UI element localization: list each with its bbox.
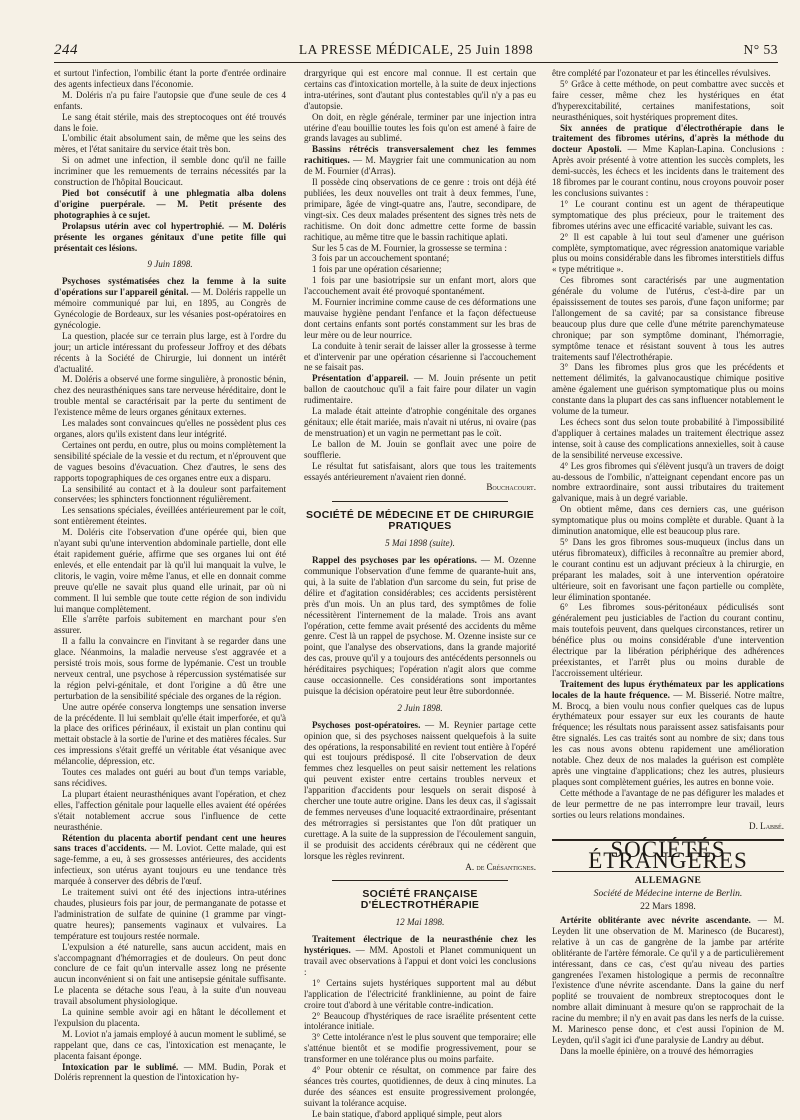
paragraph: La plupart étaient neurasthéniques avant l'opération, et chez elles, l'affection génitale pour laquelle elles avaient été opérées s'était notablement accrue sous l'influence de cette neurasthénie. (54, 788, 286, 832)
paragraph: La sensibilité au contact et à la douleur sont parfaitement conservées; les sphincters fonctionnent régulièrement. (54, 483, 286, 505)
article-heading: Psychoses post-opératoires. — M. Reynier partage cette opinion que, si des psychoses naissent quelquefois à la suite des opérations, la responsabilité en revient tout entière à l'opéré qui est toujours prédisposé. Il cite l'observation de deux femmes chez lesquelles on peut saisir nettement les relations qui peuvent exister entre certains troubles nerveux et l'apparition d'accidents pour lesquels on serait disposé à chercher une toute autre origine. Dans les deux cas, il s'agissait de femmes nerveuses d'une loquacité extraordinaire, présentant des métrorragies si persistantes que l'on dût pratiquer un curettage. A la suite de la suppression de l'écoulement sanguin, il se produisit des accidents cérébraux qui ne cédèrent que lorsque les règles revinrent. (304, 719, 536, 861)
paragraph: L'ombilic était absolument sain, de même que les seins des mères, et l'état sanitaire du service était très bon. (54, 133, 286, 155)
article-heading-bold: Prolapsus utérin avec col hypertrophié. (62, 220, 225, 231)
article-heading: Rappel des psychoses par les opérations. — M. Ozenne communique l'observation d'une femme de quarante-huit ans, qui, à la suite de l'ablation d'un sarcome du sein, fut prise de délire et d'agitation considérables; ces accidents persistèrent près d'un mois. Un an plus tard, des symptômes de folie nécessitèrent l'internement de la malade. Trois ans avant l'opération, cette femme avait présenté des accidents du même genre. C'est là un rappel de psychose. M. Ozenne insiste sur ce point, que l'analyse des observations, dans la grande majorité des cas, prouve qu'il y a toujours des antécédents personnels ou héréditaires psychiques; l'opération n'agit alors que comme cause occasionnelle. Ces considérations sont importantes puisque la décision opératoire peut leur être subordonnée. (304, 555, 537, 696)
paragraph: drargyrique qui est encore mal connue. Il est certain que certains cas d'intoxication mortelle, à la suite de deux injections intra-utérines, sont d'autant plus contestables qu'il n'y a pas eu d'autopsie. (304, 68, 536, 111)
paragraph: La question, placée sur ce terrain plus large, est à l'ordre du jour; un article intéressant du professeur Joffroy et des débats récents à la Société de Chirurgie, lui donnent un intérêt d'actualité. (54, 330, 286, 374)
article-heading: Intoxication par le sublimé. — MM. Budin, Porak et Doléris reprennent la question de l'intoxication hy- (54, 1061, 286, 1083)
list-item: 3° Dans les fibromes plus gros que les précédents et nettement délimités, la galvanocaustique chimique positive amène également une guérison symptomatique plus ou moins constante dans la plupart des cas sans influencer notablement le volume de la tumeur. (552, 362, 784, 417)
article-heading-bold: Rappel des psychoses par les opérations. (312, 555, 477, 566)
article-heading-bold: Psychoses systématisées chez la femme à la suite d'opérations sur l'appareil génital. (54, 276, 286, 298)
paragraph: Le traitement suivi ont été des injections intra-utérines chaudes, plusieurs fois par jour, de permanganate de potasse et l'administration de sulfate de quinine (1 gramme par vingt-quatre heures); pansements vaginaux et vulvaires. La température est toujours restée normale. (54, 887, 286, 941)
country-heading: ALLEMAGNE (634, 875, 702, 887)
paragraph: M. Doléris cite l'observation d'une opérée qui, bien que n'ayant subi qu'une intervention abdominale partielle, dont elle était rapidement guérie, affirme que ses organes lui ont été enlevés, et elle entendait par là qu'il lui manquait la vulve, le clitoris, le vagin, voire même l'anus, et elle en donnait comme preuve qu'elle ne savait plus quand elle urinait, par où ni comment. Il lui semble que toute cette région de son individu lui manque complètement. (54, 527, 286, 614)
article-heading-bold: Rétention du placenta abortif pendant cent une heures sans traces d'accidents. (54, 832, 286, 854)
list-item: 1° Certains sujets hystériques supportent mal au début l'application de l'électricité franklinienne, au point de faire croire tout d'abord à une véritable contre-indication. (304, 977, 536, 1010)
author-signature: Bouchacourt. (486, 482, 536, 493)
paragraph: Le ballon de M. Jouin se gonflait avec une poire de soufflerie. (304, 438, 536, 460)
paragraph: On obtient même, dans ces derniers cas, une guérison symptomatique plus ou moins complète et durable. Quant à la diminution anatomique, elle est beaucoup plus rare. (552, 504, 784, 537)
author-signature: A. de Crésantignes. (465, 861, 536, 872)
list-item: 1 fois par une basiotripsie sur un enfant mort, alors que l'accouchement avait été provoqué spontanément. (304, 275, 536, 297)
article-heading: Prolapsus utérin avec col hypertrophié. — M. Doléris présente les organes génitaux d'une petite fille qui présentait ces lésions. (54, 220, 286, 253)
paragraph: Il a fallu la convaincre en l'invitant à se regarder dans une glace. Néanmoins, la maladie nerveuse s'est aggravée et a persisté trois mois, sous forme de lypémanie. C'est un trouble nerveux central, une psychose à répercussion systématisée sur la région pelvi-génitale, et dont l'origine a dû être une perturbation de la sensibilité spéciale des organes de la région. (54, 636, 286, 701)
paragraph: Elle s'arrête parfois subitement en marchant pour s'en assurer. (54, 614, 286, 636)
list-item: 3° Cette intolérance n'est le plus souvent que temporaire; elle s'atténue bientôt et se modifie progressivement, pour se transformer en une tolérance plus ou moins parfaite. (304, 1032, 536, 1065)
article-heading: Pied bot consécutif à une phlegmatia alba dolens d'origine puerpérale. — M. Petit présente des photographies à ce sujet. (54, 187, 287, 220)
list-item: 2° Beaucoup d'hystériques de race israélite présentent cette intolérance initiale. (304, 1010, 536, 1032)
section-title: SOCIÉTÉS ÉTRANGÈRES (552, 839, 784, 872)
paragraph: Il possède cinq observations de ce genre : trois ont déjà été publiées, les deux nouvelles ont trait à deux femmes, l'une, primipare, âgée de vingt-quatre ans, l'autre, secondipare, de vingt-six. Ces deux malades présentent des signes très nets de rachitisme. On doit donc admettre cette forme de bassin rachitique, au même titre que le bassin rachitique aplati. (304, 177, 536, 242)
paragraph: Cette méthode a l'avantage de ne pas défigurer les malades et de leur permettre de ne pas interrompre leur travail, leurs sorties ou leurs relations mondaines. (552, 787, 784, 820)
paragraph: être complété par l'ozonateur et par les étincelles révulsives. (552, 68, 771, 78)
session-date: 9 Juin 1898. (147, 259, 193, 270)
society-title: SOCIÉTÉ DE MÉDECINE ET DE CHIRURGIE PRATIQUES (305, 509, 535, 533)
article-heading-bold: Artérite oblitérante avec névrite ascendante. (560, 914, 751, 925)
session-date: 12 Mai 1898. (395, 917, 445, 928)
session-date: 22 Mars 1898. (640, 901, 696, 913)
session-date: 5 Mai 1898 (suite). (385, 538, 455, 549)
paragraph: Les malades sont convaincues qu'elles ne possèdent plus ces organes, alors qu'ils existent dans leur intégrité. (54, 418, 286, 439)
paragraph: Les échecs sont dus selon toute probabilité à l'impossibilité d'appliquer à certaines malades un traitement électrique assez intense, soit à cause des complications annexielles, soit à cause de la sensibilité nerveuse excessive. (552, 417, 784, 460)
paragraph: Le bain statique, d'abord appliqué simple, peut alors (312, 1108, 502, 1119)
paragraph: Une autre opérée conserva longtemps une sensation inverse de la précédente. Il lui semblait qu'elle était imperforée, et qu'à la place des orifices périnéaux, il existait un plan continu qui mettait obstacle à la sortie de l'urine et des matières fécales. Sur ces impressions s'était greffé un véritable état vésanique avec mélancolie, dépression, etc. (54, 701, 286, 767)
paragraph: Le sang était stérile, mais des streptocoques ont été trouvés dans le foie. (54, 111, 286, 133)
paragraph: Les sensations spéciales, éveillées antérieurement par le coït, sont entièrement éteintes. (54, 505, 286, 527)
article-heading-bold: Intoxication par le sublimé. (62, 1061, 179, 1072)
article-heading: Traitement des lupus érythémateux par les applications locales de la haute fréquence. — M. Bisserié. Notre maître, M. Brocq, a bien voulu nous confier quelques cas de lupus érythémateux pour essayer sur eux les courants de haute fréquence; les résultats nous paraissent assez satisfaisants pour être signalés. Les cas traités sont au nombre de six; dans tous les cas nous avons obtenu rapidement une amélioration notable. Chez deux de nos malades la guérison est complète après une vingtaine d'applications; chez les autres, plusieurs plaques sont complètement guéries, les autres en bonne voie. (552, 678, 784, 787)
session-date: 2 Juin 1898. (397, 702, 443, 713)
paragraph: M. Doléris a observé une forme singulière, à pronostic bénin, chez des neurasthéniques sans tare nerveuse héréditaire, dont le trouble mental se caractérisait par la perte du sentiment de l'existence même de leurs organes génitaux externes. (54, 374, 286, 418)
section-divider (332, 501, 508, 502)
list-item: 5° Dans les gros fibromes sous-muqueux (inclus dans un utérus fibromateux), difficiles à reconnaître au premier abord, le courant continu est un adjuvant précieux à la chirurgie, en préparant les malades, soit à une intervention opératoire ultérieure, soit en favorisant une façon partielle ou complète, leur élimination spontanée. (552, 536, 784, 602)
column-3 (552, 68, 784, 1098)
author-signature: D. Labbé. (749, 820, 784, 831)
paragraph: Ces fibromes sont caractérisés par une augmentation générale du volume de l'utérus, c'est-à-dire par un épaississement de toutes ses parois, d'une façon uniforme; par l'allongement de sa cavité; par sa consistance fibreuse beaucoup plus dure que celle d'une métrite parenchymateuse chronique; par son symptôme dominant, l'hémorragie, symptôme tenace et résistant souvent à tous les autres traitements sauf l'électrothérapie. (552, 275, 784, 362)
paragraph: Sur les 5 cas de M. Fournier, la grossesse se termina : (312, 242, 507, 253)
list-item: 5° Grâce à cette méthode, on peut combattre avec succès et faire cesser, même chez les hystériques en état d'hyperexcitabilité, certaines manifestations, soit neurasthéniques, soit hystériques proprement dites. (552, 78, 784, 122)
article-heading-bold: Traitement des lupus érythémateux par les applications locales de la haute fréquence. (552, 678, 784, 700)
paragraph: Toutes ces malades ont guéri au bout d'un temps variable, sans récidives. (54, 767, 286, 788)
article-heading: Bassins rétrécis transversalement chez les femmes rachitiques. — M. Maygrier fait une communication au nom de M. Fournier (d'Arras). (304, 144, 536, 177)
paragraph: Si on admet une infection, il semble donc qu'il ne faille incriminer que les remuements de terrains nécessités par la construction de l'hôpital Boucicaut. (54, 155, 286, 188)
article-heading: Psychoses systématisées chez la femme à la suite d'opérations sur l'appareil génital. — M. Doléris rappelle un mémoire communiqué par lui, en 1895, au Congrès de Gynécologie de Bordeaux, sur les vésanies post-opératoires en gynécologie. (54, 276, 287, 330)
article-heading-bold: Traitement électrique de la neurasthénie chez les hystériques. (304, 934, 536, 956)
paragraph: La conduite à tenir serait de laisser aller la grossesse à terme et d'intervenir par une opération césarienne si l'accouchement ne se faisait pas. (304, 340, 536, 373)
paragraph: On doit, en règle générale, terminer par une injection intra utérine d'eau bouillie toutes les fois qu'on est amené à faire de grands lavages au sublimé. (304, 111, 536, 144)
page-header (54, 40, 778, 63)
section-divider (332, 880, 508, 881)
list-item: 1 fois par une opération césarienne; (312, 264, 442, 275)
list-item: 4° Pour obtenir ce résultat, on commence par faire des séances très courtes, quotidiennes, de deux à cinq minutes. La durée des séances est ensuite progressivement prolongée, suivant la tolérance acquise. (304, 1065, 536, 1108)
article-heading-bold: Six années de pratique d'électrothérapie dans le traitement des fibromes utérins, d'après la méthode du docteur Apostoli. (552, 122, 784, 155)
paragraph: Certaines ont perdu, en outre, plus ou moins complètement la sensibilité spéciale de la vessie et du rectum, et n'éprouvent que de vagues besoins d'évacuation. Chez d'autres, le sens des rapports topographiques de ces organes entre eux a disparu. (54, 439, 286, 483)
list-item: 3 fois par un accouchement spontané; (312, 253, 450, 264)
paragraph: M. Loviot n'a jamais employé à aucun moment le sublimé, se rappelant que, dans ce cas, l'intoxication est menaçante, le placenta faisant éponge. (54, 1028, 286, 1061)
paragraph: Le résultat fut satisfaisant, alors que tous les traitements essayés antérieurement n'avaient rien donné. (304, 460, 536, 482)
list-item: 4° Les gros fibromes qui s'élèvent jusqu'à un travers de doigt au-dessous de l'ombilic, n'atteignant cependant encore pas un nombre extraordinaire, sont aussi tributaires du traitement galvanique, mais à un degré variable. (552, 460, 784, 504)
issue-number: N° 53 (743, 42, 778, 57)
page-number: 244 (54, 42, 78, 58)
paragraph: Dans la moelle épinière, on a trouvé des hémorragies (560, 1045, 754, 1056)
article-heading-bold: Pied bot consécutif à une phlegmatia alba dolens d'origine puerpérale. (54, 187, 286, 209)
list-item: 1° Le courant continu est un agent de thérapeutique symptomatique des plus précieux, pour le traitement des fibromes utérins avec une efficacité variable, suivant les cas. (552, 198, 784, 231)
list-item: 2° Il est capable à lui tout seul d'amener une guérison complète, symptomatique, avec régression anatomique variable plus ou moins considérable dans les fibromes interstitiels diffus « type métritique ». (552, 231, 784, 275)
paragraph: La quinine semble avoir agi en hâtant le décollement et l'expulsion du placenta. (54, 1007, 286, 1028)
article-heading: Six années de pratique d'électrothérapie dans le traitement des fibromes utérins, d'après la méthode du docteur Apostoli. — Mme Kaplan-Lapina. Conclusions : Après avoir présenté à votre attention les succès complets, les demi-succès, les échecs et les incidents dans le traitement des 18 fibromes par le courant continu, nous croyons pouvoir poser les conclusions suivantes : (552, 122, 784, 198)
article-heading-bold: Bassins rétrécis transversalement chez les femmes rachitiques. (304, 144, 536, 166)
article-heading: Rétention du placenta abortif pendant cent une heures sans traces d'accidents. — M. Loviot. Cette malade, qui est sage-femme, a eu, à ses grossesses antérieures, des accidents infectieux, son utérus ayant toujours eu une tendance très marquée à conserver des débris de l'œuf. (54, 832, 286, 887)
article-heading-bold: Psychoses post-opératoires. (312, 719, 421, 730)
column-1 (54, 68, 286, 1098)
article-heading-bold: Présentation d'appareil. (312, 373, 409, 384)
paragraph: La malade était atteinte d'atrophie congénitale des organes génitaux; elle était mariée, mais n'avait ni utérus, ni ovaire (pas de menstruation) et un vagin ne permettant pas le coït. (304, 406, 536, 438)
article-heading: Présentation d'appareil. — M. Jouin présente un petit ballon de caoutchouc qu'il a fait faire pour dilater un vagin rudimentaire. (304, 373, 537, 406)
paragraph: L'expulsion a été naturelle, sans aucun accident, mais en s'accompagnant d'hémorragies et de douleurs. On peut donc conclure de ce fait qu'un intervalle assez long ne présente aucun inconvénient si on fait une antisepsie génitale suffisante. Le placenta se détache sous l'eau, à la suite d'un nouveau travail absolument physiologique. (54, 941, 286, 1007)
paragraph: M. Doléris n'a pu faire l'autopsie que d'une seule de ces 4 enfants. (54, 89, 286, 111)
article-heading: Artérite oblitérante avec névrite ascendante. — M. Leyden lit une observation de M. Marinesco (de Bucarest), relative à un cas de gangrène de la jambe par artérite oblitérante de l'artère fémorale. Ce qu'il y a de particulièrement intéressant, dans ce cas, c'est qu'au niveau des parties gangrenées l'examen histologique a permis de reconnaître l'existence d'une névrite ascendante. Dans la gaine du nerf poplité se trouvaient de nombreux streptocoques dont le nombre allait diminuant à mesure qu'on se rapprochait de la racine du membre; il n'y en avait pas dans les nerfs de la cuisse. M. Marinesco pense donc, et c'est aussi l'opinion de M. Leyden, qu'il s'agit ici d'une paralysie de Landry au début. (552, 914, 785, 1045)
paragraph: et surtout l'infection, l'ombilic étant la porte d'entrée ordinaire des agents infectieux dans l'économie. (54, 68, 286, 89)
column-2 (304, 68, 537, 1119)
journal-title: LA PRESSE MÉDICALE, 25 Juin 1898 (298, 42, 534, 57)
paragraph: M. Fournier incrimine comme cause de ces déformations une mauvaise hygiène pendant l'enfance et la façon défectueuse dont certains enfants sont portés constamment sur les bras de leur mère ou de leur nourrice. (304, 297, 536, 340)
society-title: SOCIÉTÉ FRANÇAISE D'ÉLECTROTHÉRAPIE (360, 888, 480, 912)
article-heading: Traitement électrique de la neurasthénie chez les hystériques. — MM. Apostoli et Planet communiquent un travail avec observations à l'appui et dont voici les conclusions : (304, 934, 536, 977)
society-title: Société de Médecine interne de Berlin. (593, 888, 743, 900)
list-item: 6° Les fibromes sous-péritonéaux pédiculisés sont généralement peu justiciables de l'action du courant continu, mais toutefois peuvent, dans quelques circonstances, retirer un bénéfice plus ou moins considérable d'une intervention électrique par la libération périphérique des adhérences préexistantes, et l'arrêt plus ou moins durable de l'accroissement ultérieur. (552, 602, 784, 678)
